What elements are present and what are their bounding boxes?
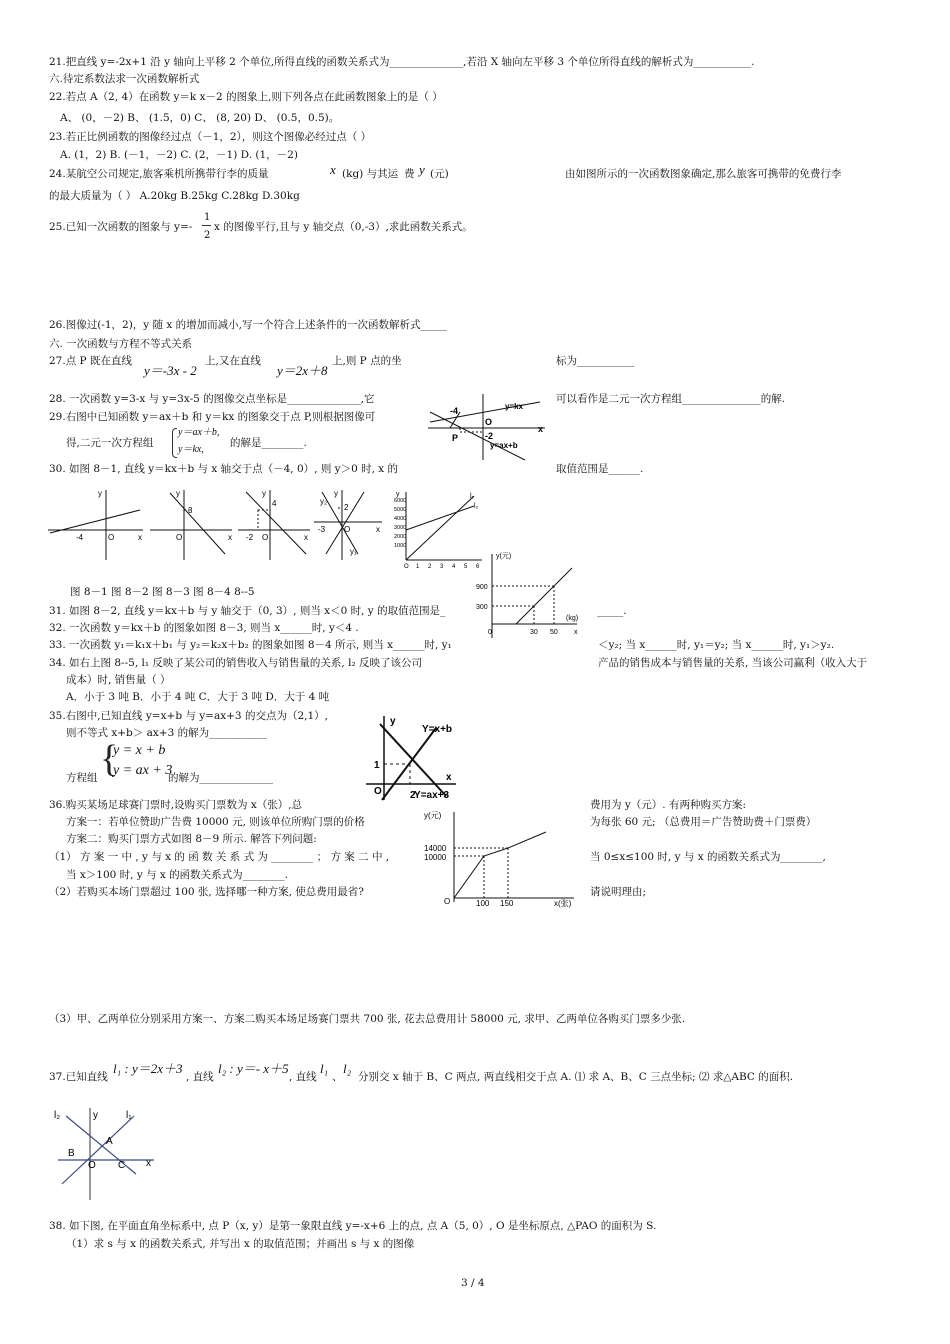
q29-label-p: P (452, 433, 459, 443)
figure-8-1 (48, 488, 148, 563)
q36-origin: O (444, 897, 451, 906)
q36-text-e: 方案二：购买门票方式如图 8－9 所示. 解答下列问题: (66, 833, 317, 845)
q35-label-2: 2 (410, 790, 416, 801)
q24-var-x: x (330, 162, 336, 177)
q24-tick-900: 900 (476, 584, 488, 591)
fig85-x-tick: 6 (476, 564, 480, 570)
q29-label-yab: y=ax+b (490, 441, 518, 450)
fig85-y-tick: 4000 (394, 516, 407, 522)
q24-text-c: 费 (404, 168, 415, 180)
q29-system-brace (172, 428, 177, 458)
fig85-y-tick: 3000 (394, 525, 407, 531)
q36-text-f: （1） 方 案 一 中 , y 与 x 的 函 数 关 系 式 为 ________ ； 方 案 二 中 , (49, 851, 390, 863)
q35-system-brace: { (100, 738, 119, 780)
q30-text-b: 取值范围是______. (556, 463, 644, 475)
q36-text-b: 费用为 y（元）. 有两种购买方案: (590, 799, 746, 811)
fig85-y-tick: 5000 (394, 507, 407, 513)
q35-label-line1: Y=x+b (422, 724, 453, 735)
q24-text-e: 由如图所示的一次函数图象确定,那么旅客可携带的免费行李 (565, 168, 842, 180)
q24-text-d: (元) (430, 168, 449, 180)
figure-8-5 (394, 488, 484, 568)
q25-text-a: 25.已知一次函数的图象与 y=- (49, 221, 193, 233)
fig84-label-y: y (334, 489, 338, 498)
q27-text-c: 上,则 P 点的坐 (332, 355, 402, 367)
q36-axis-x-label: x(张) (554, 899, 572, 908)
page-number: 3 / 4 (461, 1277, 485, 1289)
q25-fraction-den: 2 (204, 230, 211, 241)
q38-text-b: （1）求 s 与 x 的函数关系式, 并写出 x 的取值范围；并画出 s 与 x 的图像 (66, 1238, 415, 1250)
fig85-label-y: y (396, 491, 400, 498)
figure-8-4 (314, 488, 384, 563)
q24-origin: 0 (488, 629, 492, 636)
figure-captions: 图 8－1 图 8－2 图 8－3 图 8－4 8--5 (70, 586, 255, 598)
q27-text-a: 27.点 P 既在直线 (49, 355, 132, 367)
q29-label-origin: O (485, 417, 493, 427)
fig81-label-y: y (98, 489, 102, 498)
q36-text-h: 当 x＞100 时, y 与 x 的函数关系式为________. (66, 869, 289, 881)
q34-text-a: 34. 如右上图 8--5, l₁ 反映了某公司的销售收入与销售量的关系, l₂ 反映了该公司 (49, 657, 422, 669)
q24-tick-30: 30 (530, 629, 538, 636)
fig84-label-2: 2 (344, 503, 349, 512)
fig84-label-origin: O (344, 525, 351, 534)
q37-text-d: 分别交 x 轴于 B、C 两点, 两直线相交于点 A. ⑴ 求 A、B、C 三点坐标; ⑵ 求△ABC 的面积. (358, 1071, 794, 1083)
fig85-y-tick: 2000 (394, 534, 407, 540)
section-heading-undetermined-coefficients: 六.待定系数法求一次函数解析式 (49, 73, 200, 85)
fig85-y-tick: 6000 (394, 498, 407, 504)
q36-text-g: 当 0≤x≤100 时, y 与 x 的函数关系式为________, (590, 851, 826, 863)
q35-label-origin: O (374, 786, 382, 797)
q37-label-l1: l₁ (126, 1110, 132, 1121)
q22-text: 22.若点 A（2, 4）在函数 y＝k x－2 的图象上,则下列各点在此函数图象上的是（ ） (49, 91, 443, 103)
fig83-label-4: 4 (272, 499, 277, 508)
q35-label-y: y (390, 716, 396, 727)
q36-text-k: （3）甲、乙两单位分别采用方案一、方案二购买本场足场赛门票共 700 张, 花去总费用计 58000 元, 求甲、乙两单位各购买门票多少张. (49, 1013, 686, 1025)
q27-text-d: 标为___________ (556, 355, 635, 367)
q34-text-c: 成本）时, 销售量（ ） (66, 674, 171, 686)
q29-text-c: 的解是________. (230, 437, 307, 449)
q36-tick-100: 100 (476, 899, 490, 908)
figure-8-3 (238, 488, 313, 563)
q24-text-a: 24.某航空公司规定,旅客乘机所携带行李的质量 (49, 168, 269, 180)
q37-label-a: A (106, 1136, 113, 1147)
q26-text: 26.图像过(-1，2)，y 随 x 的增加而减小,写一个符合上述条件的一次函数解析式_____ (49, 319, 447, 331)
fig85-x-tick: 2 (428, 564, 432, 570)
q24-axis-x-label: x (574, 629, 578, 636)
q37-text-b: , 直线 (186, 1071, 214, 1083)
q29-label-ykx: y=kx (505, 402, 524, 411)
q24-graph (476, 550, 582, 640)
q36-text-d: 为每张 60 元; （总费用＝广告赞助费＋门票费） (590, 816, 817, 828)
q37-label-x: x (146, 1158, 151, 1169)
q28-text-a: 28. 一次函数 y=3-x 与 y=3x-5 的图像交点坐标是______________,它 (49, 393, 375, 405)
q30-text-a: 30. 如图 8－1, 直线 y＝kx＋b 与 x 轴交于点（－4, 0）, 则 y＞0 时, x 的 (49, 463, 399, 475)
q21-text: 21.把直线 y=-2x+1 沿 y 轴向上平移 2 个单位,所得直线的函数关系式为______________,若沿 X 轴向左平移 3 个单位所得直线的解析式为___________. (49, 56, 755, 68)
q25-text-b: x 的图像平行,且与 y 轴交点（0,-3）,求此函数关系式。 (214, 221, 473, 233)
fig85-label-l1: l₁ (470, 493, 474, 500)
q27-text-b: 上,又在直线 (205, 355, 261, 367)
q37-graph (50, 1104, 160, 1204)
figure-8-2 (150, 488, 235, 563)
section-heading-equations-inequalities: 六. 一次函数与方程不等式关系 (49, 338, 193, 350)
q35-label-line2: Y=ax+3 (414, 790, 450, 801)
q36-text-j: 请说明理由; (590, 886, 647, 898)
q24-tick-50: 50 (550, 629, 558, 636)
fig85-x-tick: 4 (452, 564, 456, 570)
q36-text-c: 方案一：若单位赞助广告费 10000 元, 则该单位所购门票的价格 (66, 816, 365, 828)
fig85-label-l2: l₂ (474, 503, 479, 510)
fig81-label-m4: -4 (76, 533, 84, 542)
q35-label-1: 1 (374, 760, 380, 771)
fig85-y-ticks (394, 498, 406, 549)
q29-text-b: 得,二元一次方程组 (66, 437, 154, 449)
fig85-x-tick: 1 (416, 564, 420, 570)
fig82-label-y: y (176, 489, 180, 498)
q29-label-m2: -2 (485, 431, 494, 441)
fig83-label-origin: O (262, 533, 269, 542)
q37-label-o: O (88, 1160, 96, 1171)
q36-tick-10000: 10000 (424, 853, 447, 862)
fig84-label-y2: y₂ (320, 497, 328, 506)
q25-fraction-num: 1 (204, 212, 211, 223)
q29-text-a: 29.右图中已知函数 y＝ax＋b 和 y＝kx 的图象交于点 P,则根据图像可 (49, 411, 376, 423)
q37-label-l2: l₂ (54, 1110, 61, 1121)
q24-text-b: (kg) 与其运 (342, 168, 399, 180)
q37-label-b: B (68, 1148, 75, 1159)
q36-text-a: 36.购买某场足球赛门票时,设购买门票数为 x（张）,总 (49, 799, 303, 811)
q22-options: A、 (0，－2) B、 (1.5，0) C、 (8, 20) D、 (0.5，0.5)。 (60, 112, 340, 124)
q37-label-y: y (93, 1110, 98, 1121)
q36-tick-14000: 14000 (424, 844, 447, 853)
q37-line-l1: l₁ : y＝2x＋3 (113, 1061, 183, 1076)
q29-system-eq-2: y＝kx, (178, 444, 204, 455)
fig83-label-y: y (262, 489, 266, 498)
q27-line-1: y＝-3x - 2 (144, 363, 197, 378)
q37-text-a: 37.已知直线 (49, 1071, 108, 1083)
q33-text-a: 33. 一次函数 y₁＝k₁x＋b₁ 与 y₂＝k₂x＋b₂ 的图象如图 8－4 所示, 则当 x______时, y₁ (49, 639, 452, 651)
q24-axis-x-unit: (kg) (566, 615, 579, 622)
fig85-x-tick: O (404, 564, 409, 570)
q38-text-a: 38. 如下图, 在平面直角坐标系中, 点 P（x, y）是第一象限直线 y=-x+6 上的点, 点 A（5, 0）, O 是坐标原点, △PAO 的面积为 S. (49, 1220, 657, 1232)
q36-tick-150: 150 (500, 899, 514, 908)
q35-text-b: 则不等式 x+b＞ ax+3 的解为___________ (66, 727, 267, 739)
q31-tail: _____. (597, 605, 627, 617)
fig84-label-x: x (376, 525, 380, 534)
q29-graph (420, 392, 550, 462)
fig85-x-tick: 3 (440, 564, 444, 570)
q35-text-a: 35.右图中,已知直线 y=x+b 与 y=ax+3 的交点为（2,1）, (49, 710, 328, 722)
fig83-label-x: x (304, 533, 308, 542)
q31-text: 31. 如图 8－2, 直线 y＝kx＋b 与 y 轴交于（0, 3）, 则当 x＜0 时, y 的取值范围是_ (49, 605, 446, 617)
q32-text: 32. 一次函数 y＝kx＋b 的图象如图 8－3, 则当 x______时, y＜4 . (49, 622, 359, 634)
q33-text-b: ＜y₂; 当 x______时, y₁＝y₂; 当 x______时, y₁＞y₂. (598, 639, 835, 651)
q37-line-l2: l₂ : y＝- x＋5 (218, 1061, 289, 1076)
q24-options: 的最大质量为（ ） A.20kg B.25kg C.28kg D.30kg (49, 190, 300, 202)
q27-line-2: y＝2x＋8 (277, 363, 328, 378)
fig81-label-origin: O (108, 533, 115, 542)
q35-text-d: 的解为______________ (168, 772, 273, 784)
q37-label-c: C (118, 1160, 126, 1171)
fig84-label-m3: -3 (318, 525, 326, 534)
q29-system-eq-1: y＝ax＋b, (178, 427, 220, 438)
fig85-x-tick: 5 (464, 564, 468, 570)
q37-text-c: , 直线 (289, 1071, 317, 1083)
q36-graph (424, 808, 584, 908)
q36-text-i: （2）若购买本场门票超过 100 张, 选择哪一种方案, 使总费用最省? (49, 886, 364, 898)
fig82-label-3: 3 (188, 506, 193, 515)
fig85-y-tick: 1000 (394, 543, 407, 549)
q37-comma: 、 (332, 1071, 343, 1083)
q23-text: 23.若正比例函数的图像经过点（－1，2），则这个图像必经过点（ ） (49, 131, 372, 143)
fig83-label-m2: -2 (246, 533, 254, 542)
fig82-label-x: x (228, 533, 232, 542)
q35-graph (366, 714, 476, 804)
q29-label-x: x (538, 424, 544, 434)
q37-l2-symbol: l₂ (343, 1061, 352, 1076)
q24-var-y: y (419, 162, 425, 177)
q24-axis-y-label: y(元) (496, 553, 512, 560)
q34-options: A．小于 3 吨 B．小于 4 吨 C．大于 3 吨 D．大于 4 吨 (66, 691, 330, 703)
q28-text-b: 可以看作是二元一次方程组_______________的解. (556, 393, 786, 405)
q34-text-b: 产品的销售成本与销售量的关系, 当该公司赢利（收入大于 (598, 657, 868, 669)
q35-system-eq-2: y = ax + 3 (113, 763, 173, 778)
q25-fraction-bar (202, 225, 211, 226)
fig81-label-x: x (138, 533, 142, 542)
q23-options: A. (1，2) B. (－1，－2) C. (2，－1) D. (1，－2) (60, 149, 298, 161)
fig85-x-ticks (404, 564, 480, 570)
q36-axis-y-label: y(元) (424, 811, 442, 820)
fig84-label-y1: y₁ (350, 547, 357, 556)
q35-label-x: x (446, 772, 452, 783)
fig82-label-origin: O (176, 533, 183, 542)
q37-l1-symbol: l₁ (320, 1061, 329, 1076)
q29-label-m4: -4 (450, 406, 459, 416)
q24-tick-300: 300 (476, 604, 488, 611)
q35-system-eq-1: y = x + b (113, 743, 166, 758)
q35-text-c: 方程组 (66, 772, 98, 784)
